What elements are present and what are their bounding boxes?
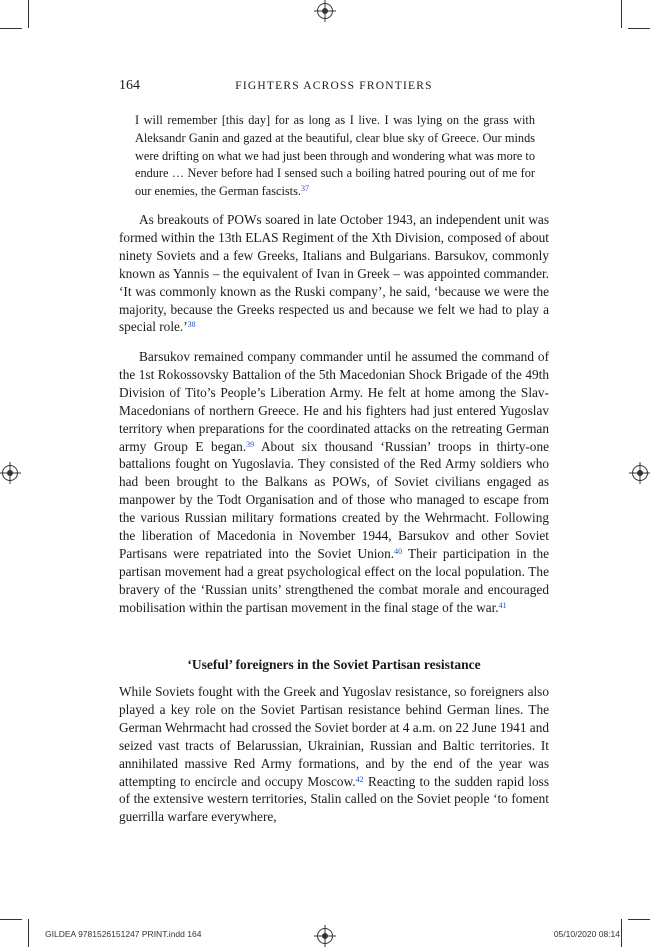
crop-mark xyxy=(0,28,22,29)
registration-mark-icon xyxy=(317,3,333,19)
crop-mark xyxy=(628,28,650,29)
file-slug: GILDEA 9781526151247 PRINT.indd 164 xyxy=(45,929,202,939)
running-head xyxy=(119,78,549,96)
page-number: 164 xyxy=(119,78,140,93)
paragraph-text: Reacting to the sudden rapid loss of the extensive western territories, Stalin called on the Soviet people ‘to foment guerrilla warfare everywhere, xyxy=(119,773,549,825)
footnote-ref[interactable]: 41 xyxy=(498,600,507,610)
paragraph-text: About six thousand ‘Russian’ troops in thirty-one battalions fought on Yugoslavia. They consisted of the Red Army soldiers who had been brought to the Balkans as POWs, of Soviet civilians engaged as manpower by the Todt Organisation and of those who managed to escape from the various Russian military formations created by the Wehrmacht. Following the liberation of Macedonia in November 1944, Barsukov and other Soviet Partisans were repatriated into the Soviet Union. xyxy=(119,438,550,561)
section-heading: ‘Useful’ foreigners in the Soviet Partisan resistance xyxy=(187,657,481,672)
registration-mark-icon xyxy=(632,465,648,481)
print-slug xyxy=(45,929,620,941)
footnote-ref[interactable]: 42 xyxy=(355,774,364,784)
print-timestamp: 05/10/2020 08:14 xyxy=(553,929,620,939)
paragraph-text: Their participation in the partisan movement had a great psychological effect on the local population. The bravery of the ‘Russian units’ strengthened the combat morale and encouraged mobilisation within the partisan movement in the final stage of the war. xyxy=(119,545,549,615)
footnote-ref[interactable]: 39 xyxy=(246,439,255,449)
paragraph xyxy=(119,211,549,336)
block-quote xyxy=(135,112,535,201)
crop-mark xyxy=(621,0,622,28)
footnote-ref[interactable]: 40 xyxy=(394,546,403,556)
registration-mark-icon xyxy=(2,465,18,481)
footnote-ref[interactable]: 38 xyxy=(187,320,196,330)
paragraph xyxy=(119,348,549,617)
running-title: FIGHTERS ACROSS FRONTIERS xyxy=(235,80,433,92)
quote-text: I will remember [this day] for as long as I live. I was lying on the grass with Aleksandr Ganin and gazed at the beautiful, clear blue sky of Greece. Our minds were drifting on what we had just been through and wondering what was more to endure … Never before had I sensed such a boiling hatred pouring out of me for our enemies, the German fascists. xyxy=(135,113,535,199)
crop-mark xyxy=(628,919,650,920)
crop-mark xyxy=(28,0,29,28)
footnote-ref[interactable]: 37 xyxy=(300,184,309,194)
crop-mark xyxy=(28,919,29,947)
paragraph-text: Barsukov remained company commander until he assumed the command of the 1st Rokossovsky Battalion of the 5th Macedonian Shock Brigade of the 49th Division of Tito’s People’s Liberation Army. He felt at home among the Slav-Macedonians of northern Greece. He and his fighters had just entered Yugoslav territory when preparations for the coordinated attacks on the retreating German army Group E began. xyxy=(119,349,549,454)
crop-mark xyxy=(0,919,22,920)
crop-mark xyxy=(621,919,622,947)
paragraph-text: While Soviets fought with the Greek and Yugoslav resistance, so foreigners also played a key role on the Soviet Partisan resistance behind German lines. The German Wehrmacht had crossed the Soviet border at 4 a.m. on 22 June 1941 and seized vast tracts of Belarussian, Ukrainian, Russian and Baltic territories. It annihilated massive Red Army formations, and by the end of the year was attempting to encircle and occupy Moscow. xyxy=(119,684,549,789)
paragraph xyxy=(119,683,549,826)
paragraph-text: As breakouts of POWs soared in late October 1943, an independent unit was formed within the 13th ELAS Regiment of the Xth Division, composed of about ninety Soviets and a few Greeks, Italians and Bulgarians. Barsukov, commonly known as Yannis – the equivalent of Ivan in Greek – was appointed commander. ‘It was commonly known as the Ruski company’, he said, ‘because we were the majority, because the Greeks respected us and because we felt we had to play a special role.’ xyxy=(119,212,549,335)
